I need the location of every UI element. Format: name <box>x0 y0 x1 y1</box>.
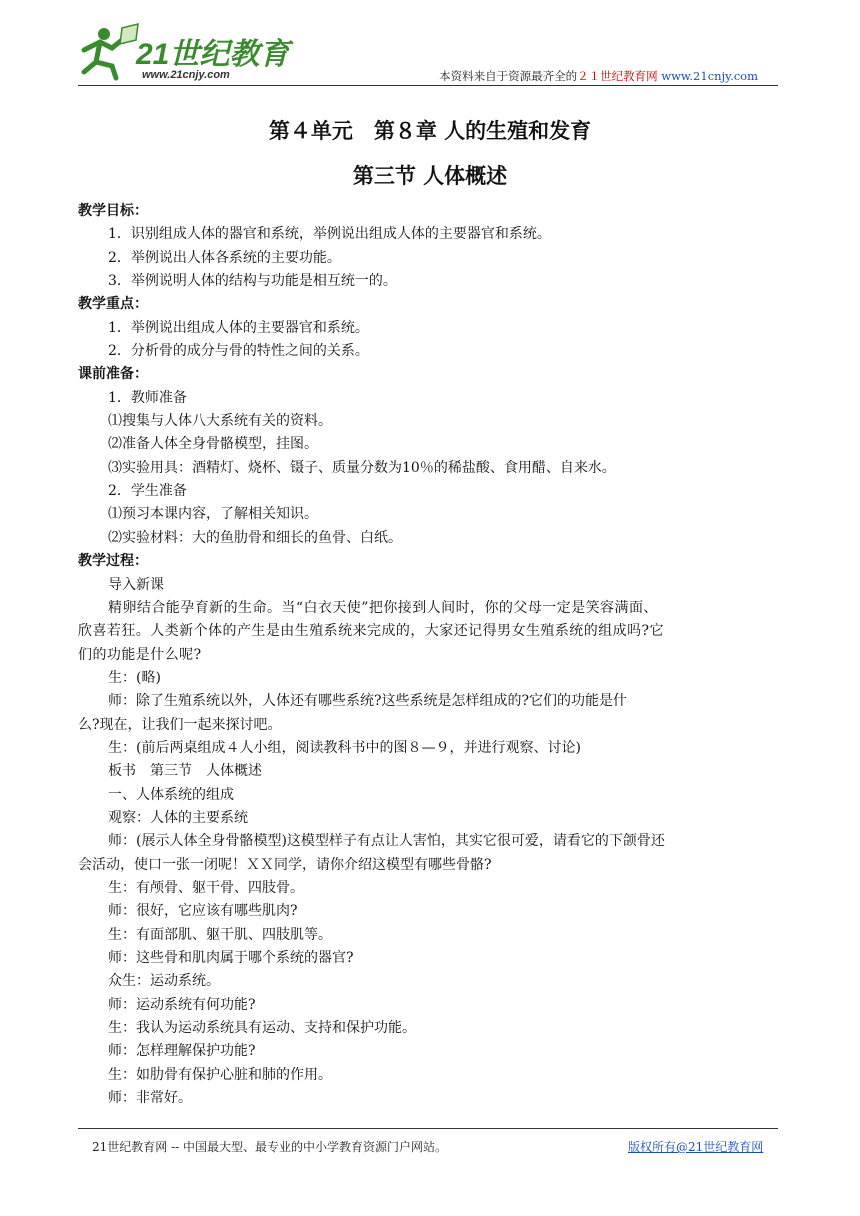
goal-item: 3．举例说明人体的结构与功能是相互统一的。 <box>108 273 397 290</box>
goal-item: 2．举例说出人体各系统的主要功能。 <box>108 249 341 266</box>
key-point-item: 2．分析骨的成分与骨的特性之间的关系。 <box>108 343 369 360</box>
dialogue-line: 生：(略) <box>108 669 161 686</box>
header-note <box>439 68 758 84</box>
prep-item: ⑶实验用具：酒精灯、烧杯、镊子、质量分数为10％的稀盐酸、食用醋、自来水。 <box>108 459 616 476</box>
dialogue-line: 生：有面部肌、躯干肌、四肢肌等。 <box>108 926 332 943</box>
prep-item: ⑵实验材料：大的鱼肋骨和细长的鱼骨、白纸。 <box>108 529 402 546</box>
site-logo <box>78 20 298 84</box>
blackboard-note: 板书 第三节 人体概述 <box>108 763 262 780</box>
document-body <box>78 200 698 1110</box>
heading-key-points: 教学重点： <box>78 296 148 313</box>
unit-title: 第４单元 第８章 人的生殖和发育 <box>268 118 592 143</box>
dialogue-line: 生：(前后两桌组成４人小组，阅读教科书中的图８—９，并进行观察、讨论) <box>108 739 581 756</box>
header-note-prefix: 本资料来自于资源最齐全的 <box>439 69 578 83</box>
section-title: 第三节 人体概述 <box>352 163 508 188</box>
dialogue-line: 众生：运动系统。 <box>108 973 220 990</box>
dialogue-line: 师：运动系统有何功能? <box>108 996 256 1013</box>
footer-copyright-link[interactable]: 版权所有@21世纪教育网 <box>628 1140 764 1154</box>
heading-goals: 教学目标： <box>78 203 148 219</box>
dialogue-line: 生：如肋骨有保护心脏和肺的作用。 <box>108 1066 332 1083</box>
key-point-item: 1．举例说出组成人体的主要器官和系统。 <box>108 319 369 336</box>
dialogue-line: 师：很好，它应该有哪些肌肉? <box>108 903 298 920</box>
paragraph: 师：除了生殖系统以外，人体还有哪些系统?这些系统是怎样组成的?它们的功能是什么?现在，让我们一起来探讨吧。 <box>78 693 628 733</box>
paragraph: 精卵结合能孕育新的生命。当“白衣天使”把你接到人间时，你的父母一定是笑容满面、欣喜若狂。人类新个体的产生是由生殖系统来完成的，大家还记得男女生殖系统的组成吗?它们的功能是什么呢? <box>78 599 664 663</box>
heading-preparation: 课前准备： <box>78 366 148 383</box>
intro-label: 导入新课 <box>108 576 164 593</box>
prep-item: ⑵准备人体全身骨骼模型，挂图。 <box>108 436 318 453</box>
prep-student: 2．学生准备 <box>108 483 187 500</box>
footer-divider <box>78 1128 778 1129</box>
header-note-url[interactable]: www.21cnjy.com <box>661 69 758 83</box>
logo-wordmark: 21世纪教育 <box>136 38 290 71</box>
prep-item: ⑴搜集与人体八大系统有关的资料。 <box>108 413 332 430</box>
footer-tagline: 21世纪教育网 -- 中国最大型、最专业的中小学教育资源门户网站。 <box>92 1140 448 1154</box>
prep-teacher: 1．教师准备 <box>108 389 187 406</box>
dialogue-line: 师：非常好。 <box>108 1090 192 1107</box>
heading-process: 教学过程： <box>78 553 148 570</box>
logo-url: www.21cnjy.com <box>142 69 230 81</box>
running-figure-icon <box>84 24 138 78</box>
goal-item: 1．识别组成人体的器官和系统，举例说出组成人体的主要器官和系统。 <box>108 226 551 243</box>
dialogue-line: 师：怎样理解保护功能? <box>108 1043 256 1060</box>
dialogue-line: 生：我认为运动系统具有运动、支持和保护功能。 <box>108 1020 416 1037</box>
dialogue-line: 师：这些骨和肌肉属于哪个系统的器官? <box>108 950 354 966</box>
dialogue-line: 生：有颅骨、躯干骨、四肢骨。 <box>108 879 304 896</box>
paragraph: 师：(展示人体全身骨骼模型)这模型样子有点让人害怕，其实它很可爱，请看它的下颌骨还会活动，使口一张一闭呢！ＸＸ同学，请你介绍这模型有哪些骨骼? <box>78 833 665 873</box>
header-divider <box>78 85 778 86</box>
page-header <box>78 20 778 85</box>
observation-label: 观察：人体的主要系统 <box>108 809 248 826</box>
subsection-heading: 一、人体系统的组成 <box>108 786 234 803</box>
header-note-site[interactable]: ２１世纪教育网 <box>577 69 658 83</box>
prep-item: ⑴预习本课内容，了解相关知识。 <box>108 506 318 523</box>
